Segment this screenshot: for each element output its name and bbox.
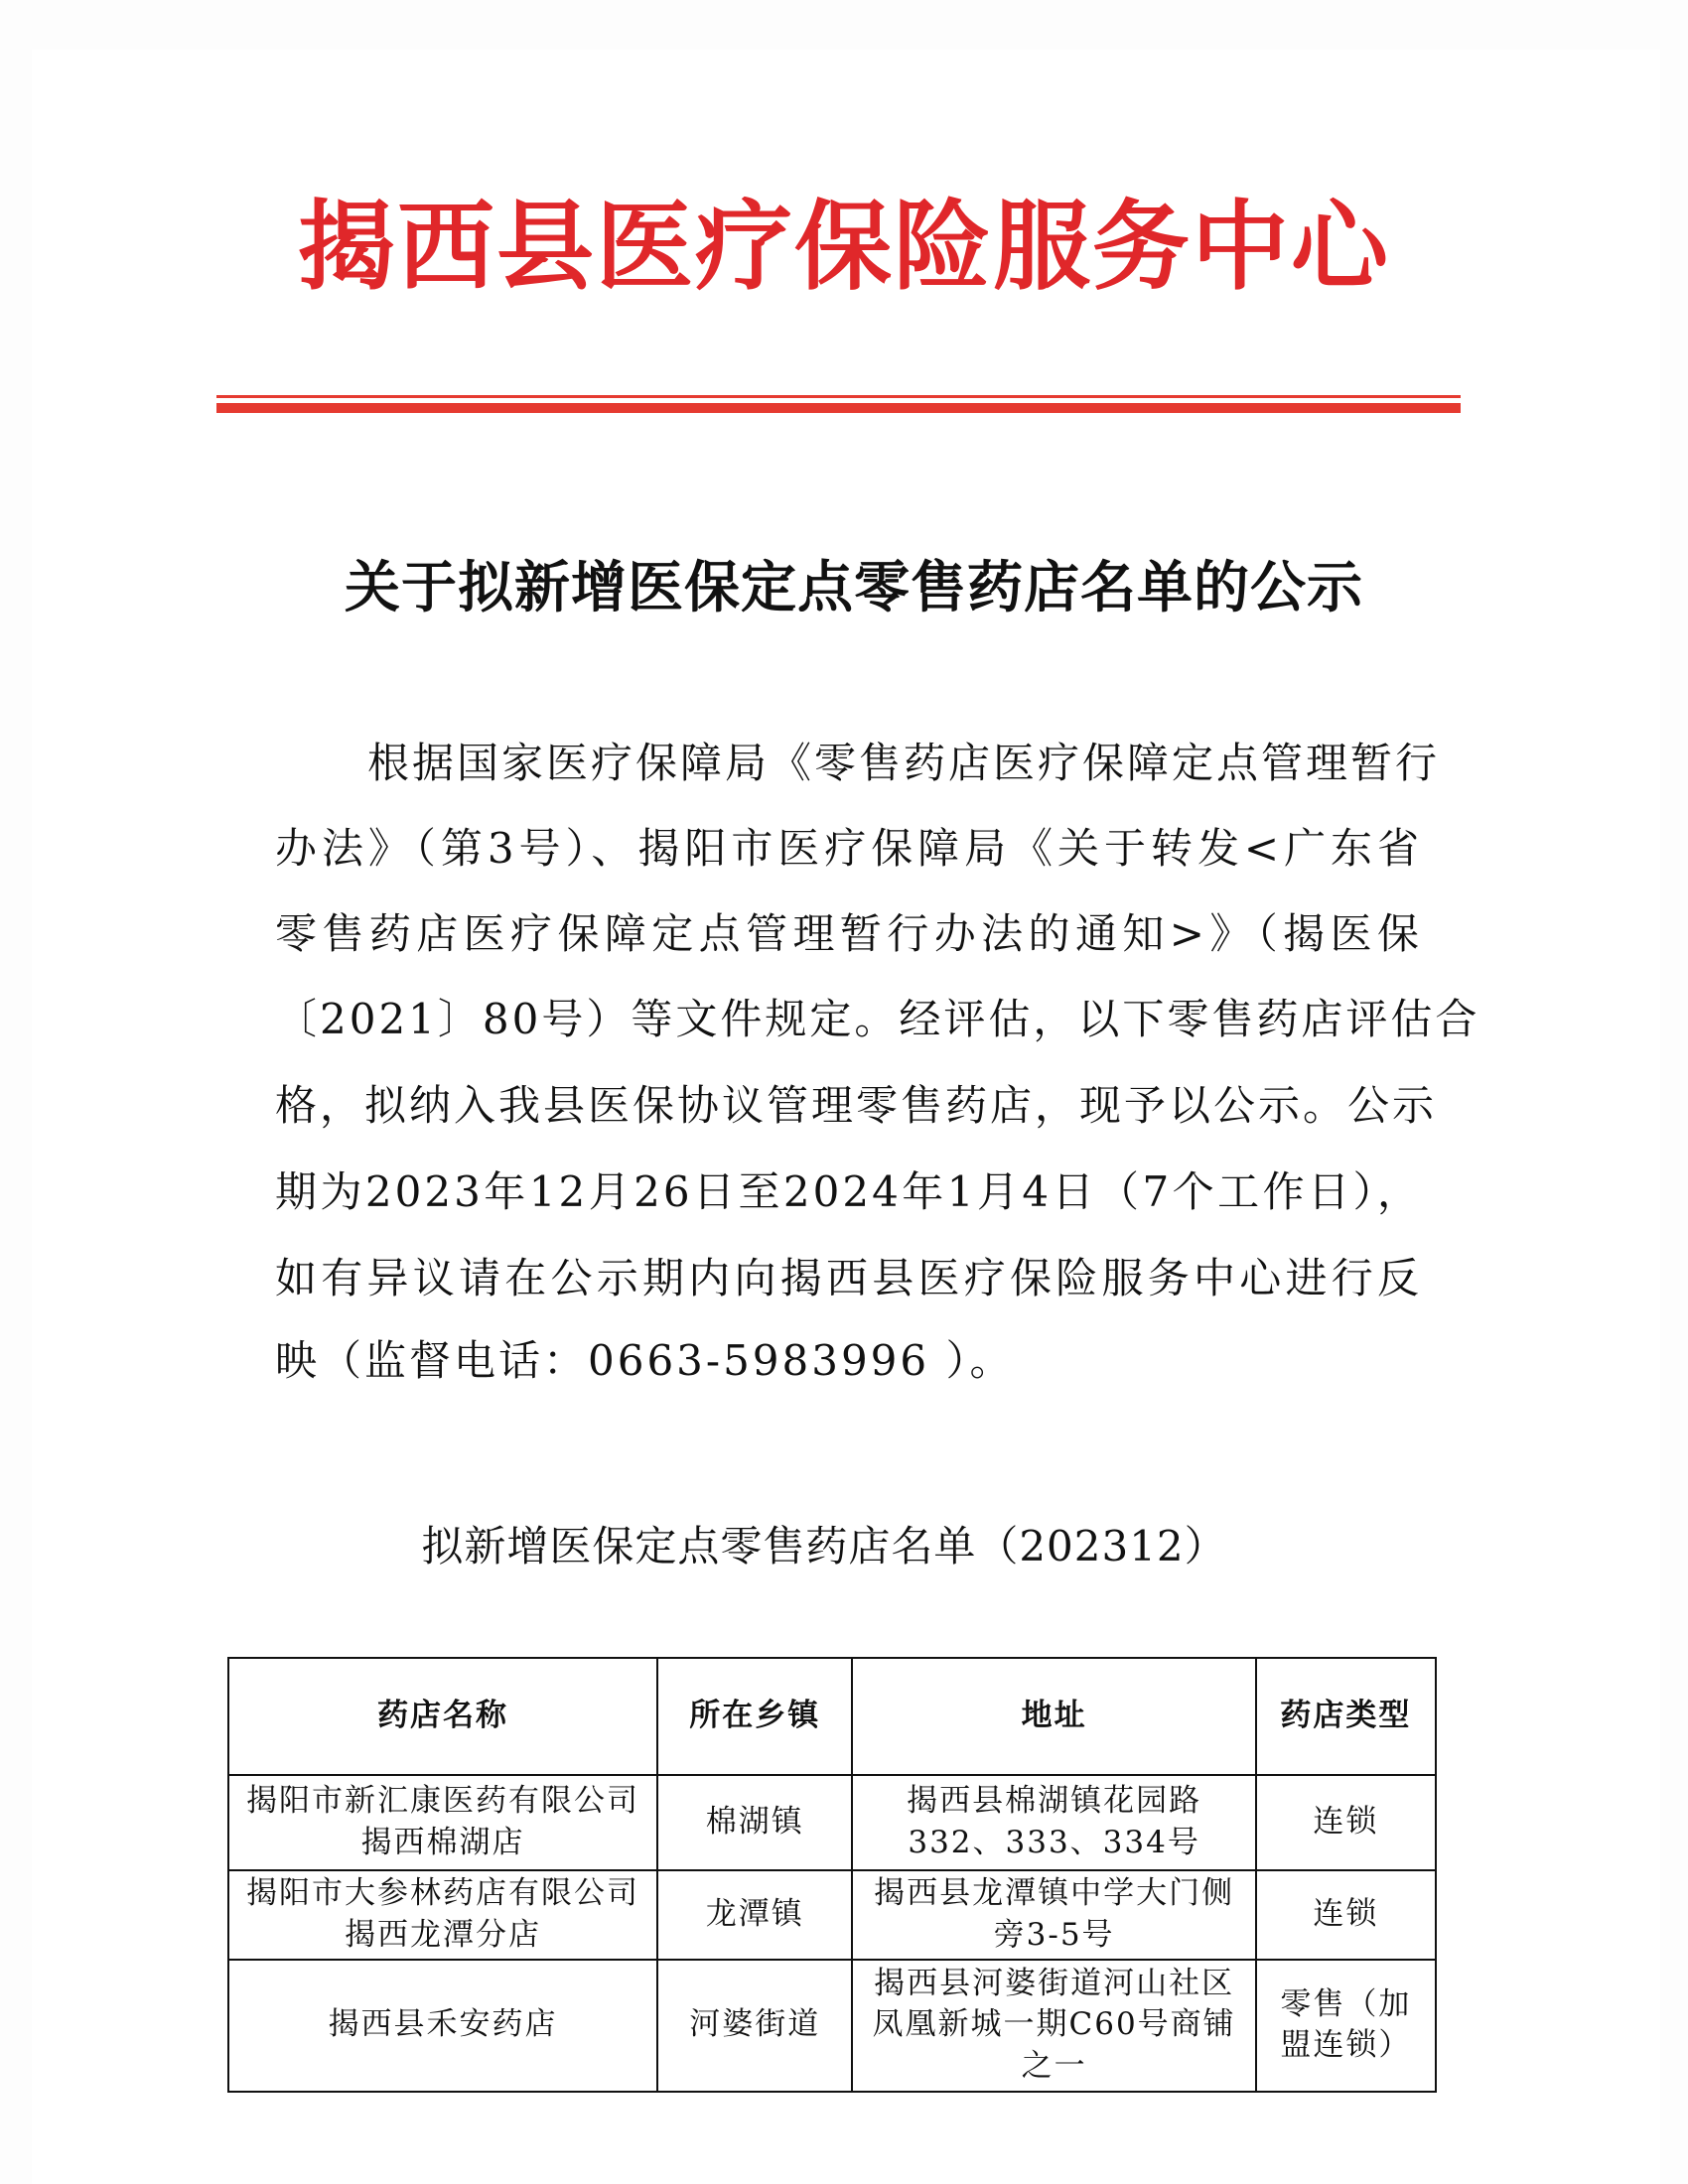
organization-letterhead: 揭西县医疗保险服务中心 bbox=[298, 190, 1391, 304]
column-header: 药店类型 bbox=[1256, 1658, 1436, 1775]
type-cell: 连锁 bbox=[1256, 1870, 1436, 1960]
type-cell: 零售（加盟连锁） bbox=[1256, 1960, 1436, 2092]
table-title: 拟新增医保定点零售药店名单（202312） bbox=[421, 1522, 1227, 1570]
paragraph-line: 格，拟纳入我县医保协议管理零售药店，现予以公示。公示 bbox=[275, 1081, 1438, 1130]
paragraph-line: 如有异议请在公示期内向揭西县医疗保险服务中心进行反 bbox=[275, 1254, 1422, 1302]
letterhead-thin-rule bbox=[216, 395, 1461, 398]
paragraph-line: 根据国家医疗保障局《零售药店医疗保障定点管理暂行 bbox=[367, 739, 1441, 787]
column-header: 地址 bbox=[852, 1658, 1255, 1775]
table-header-row bbox=[228, 1658, 1436, 1775]
town-cell: 河婆街道 bbox=[657, 1960, 852, 2092]
town-cell: 龙潭镇 bbox=[657, 1870, 852, 1960]
column-header: 所在乡镇 bbox=[657, 1658, 852, 1775]
paragraph-line: 期为2023年12月26日至2024年1月4日（7个工作日）， bbox=[275, 1167, 1422, 1216]
pharmacy-list-table bbox=[227, 1657, 1437, 2093]
pharmacy-name-cell: 揭阳市大参林药店有限公司揭西龙潭分店 bbox=[228, 1870, 657, 1960]
pharmacy-name-cell: 揭西县禾安药店 bbox=[228, 1960, 657, 2092]
table-row bbox=[228, 1870, 1436, 1960]
paragraph-line: 零售药店医疗保障定点管理暂行办法的通知>》（揭医保 bbox=[275, 909, 1422, 958]
type-cell: 连锁 bbox=[1256, 1775, 1436, 1870]
letterhead-thick-rule bbox=[216, 403, 1461, 413]
column-header: 药店名称 bbox=[228, 1658, 657, 1775]
paragraph-line: 映（监督电话：0663-5983996 ）。 bbox=[275, 1336, 1015, 1385]
town-cell: 棉湖镇 bbox=[657, 1775, 852, 1870]
table-row bbox=[228, 1960, 1436, 2092]
address-cell: 揭西县棉湖镇花园路332、333、334号 bbox=[852, 1775, 1255, 1870]
document-title: 关于拟新增医保定点零售药店名单的公示 bbox=[345, 555, 1363, 620]
table-row bbox=[228, 1775, 1436, 1870]
paragraph-line: 〔2021〕80号）等文件规定。经评估，以下零售药店评估合 bbox=[275, 995, 1480, 1043]
address-cell: 揭西县龙潭镇中学大门侧旁3-5号 bbox=[852, 1870, 1255, 1960]
address-cell: 揭西县河婆街道河山社区凤凰新城一期C60号商铺之一 bbox=[852, 1960, 1255, 2092]
pharmacy-name-cell: 揭阳市新汇康医药有限公司揭西棉湖店 bbox=[228, 1775, 657, 1870]
paragraph-line: 办法》（第3号）、揭阳市医疗保障局《关于转发<广东省 bbox=[275, 824, 1422, 873]
